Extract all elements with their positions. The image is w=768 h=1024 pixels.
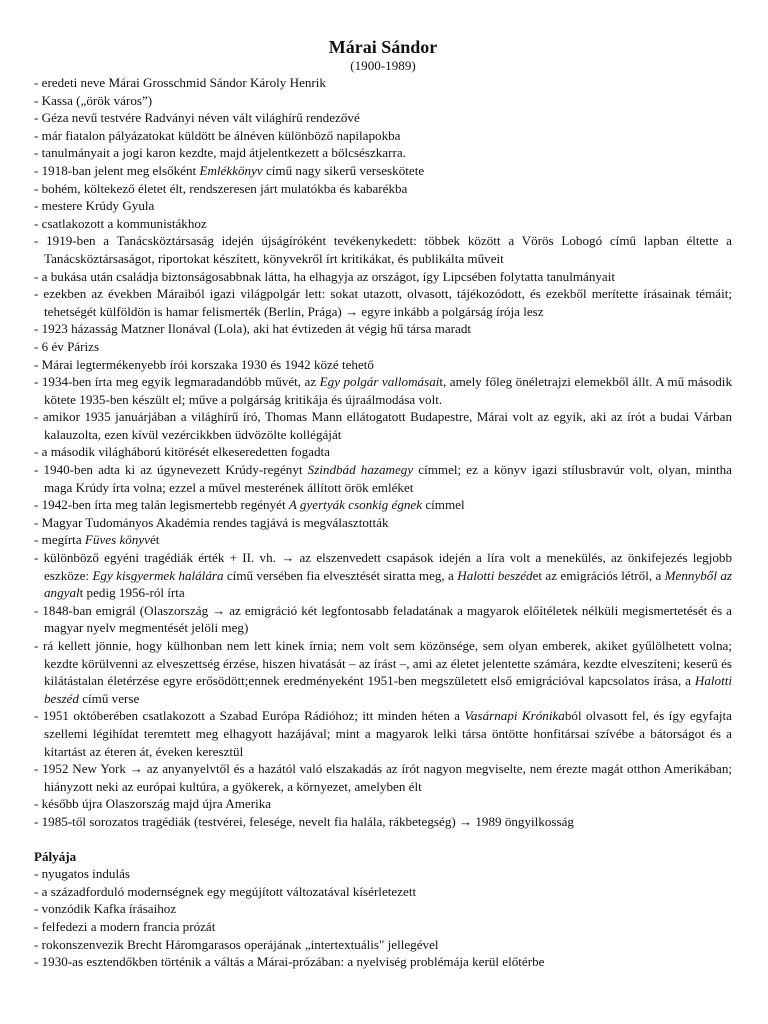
bio-text: - Magyar Tudományos Akadémia rendes tagjává is megválasztották	[34, 514, 389, 530]
section-title-career: Pályája	[34, 848, 77, 864]
bio-text: - különböző egyéni tragédiák érték + II. vh. → az elszenvedett csapások idején a líra volt a menekülés, az önkifejezés legjobb eszköze:	[34, 550, 732, 583]
section-gap	[34, 831, 732, 848]
bio-text: - a bukása után családja biztonságosabbnak látta, ha elhagyja az országot, így Lipcsében folytatta tanulmányait	[34, 268, 616, 284]
work-title: Mennyből az angyal	[44, 567, 732, 601]
bio-text: t, amely főleg önéletrajzi elemekből állt. A mű második kötete 1935-ben készült el; műve a polgárság kritikája és újraálmodása volt.	[44, 374, 732, 407]
bio-item	[34, 496, 732, 514]
bio-text: - már fiatalon pályázatokat küldött be álnéven különböző napilapokba	[34, 127, 401, 143]
bio-item	[34, 268, 732, 286]
bio-text: című nagy sikerű verseskötete	[262, 162, 425, 178]
biography-list	[34, 74, 732, 831]
bio-item	[34, 637, 732, 707]
page-title: Márai Sándor	[328, 37, 438, 57]
bio-text: - mestere Krúdy Gyula	[34, 198, 155, 214]
bio-item	[34, 109, 732, 127]
bio-text: - Kassa („örök város”)	[34, 92, 153, 108]
bio-text: címmel; ez a könyv igazi stílusbravúr volt, olyan, mintha maga Krúdy írta volna; ezzel a művel mesterének állított örök emléket	[44, 462, 732, 495]
career-item: - 1930-as esztendőkben történik a váltás a Márai-prózában: a nyelviség problémája kerül előtérbe	[34, 954, 545, 970]
bio-text: - megírta	[34, 532, 85, 548]
bio-text: - 1918-ban jelent meg elsőként	[34, 162, 200, 178]
work-title: A gyertyák csonkig égnek	[288, 497, 423, 513]
bio-text: - később újra Olaszország majd újra Amerika	[34, 796, 272, 812]
bio-item	[34, 197, 732, 215]
bio-text: - tanulmányait a jogi karon kezdte, majd átjelentkezett a bölcsészkarra.	[34, 145, 406, 161]
bio-item	[34, 707, 732, 760]
bio-text: - 1934-ben írta meg egyik legmaradandóbb művét, az	[34, 374, 320, 390]
bio-text: - Márai legtermékenyebb írói korszaka 1930 és 1942 közé tehető	[34, 356, 374, 372]
bio-item	[34, 443, 732, 461]
bio-item	[34, 180, 732, 198]
work-title: Füves könyv	[84, 532, 150, 548]
career-item: - vonzódik Kafka írásaihoz	[34, 901, 177, 917]
work-title: Egy polgár vallomásai	[319, 374, 440, 390]
work-title: Emlékkönyv	[199, 162, 263, 178]
bio-text: - csatlakozott a kommunistákhoz	[34, 215, 207, 231]
bio-item	[34, 795, 732, 813]
bio-item	[34, 461, 732, 496]
bio-text: című versében fia elvesztését siratta meg, a	[223, 567, 458, 583]
bio-text: - 1942-ben írta meg talán legismertebb regényét	[34, 497, 289, 513]
bio-item	[34, 408, 732, 443]
bio-item	[34, 514, 732, 532]
bio-item	[34, 373, 732, 408]
bio-item	[34, 531, 732, 549]
career-item: - rokonszenvezik Brecht Háromgarasos operájának „intertextuális" jellegével	[34, 936, 439, 952]
bio-item	[34, 74, 732, 92]
bio-item	[34, 338, 732, 356]
bio-item	[34, 760, 732, 795]
bio-item	[34, 215, 732, 233]
bio-text: - Géza nevű testvére Radványi néven vált világhírű rendezővé	[34, 110, 360, 126]
bio-item	[34, 127, 732, 145]
career-item: - felfedezi a modern francia prózát	[34, 918, 216, 934]
bio-item	[34, 162, 732, 180]
bio-text: - eredeti neve Márai Grosschmid Sándor Károly Henrik	[34, 75, 326, 90]
bio-item	[34, 813, 732, 831]
career-item: - nyugatos indulás	[34, 866, 131, 882]
bio-text: - 1923 házasság Matzner Ilonával (Lola), aki hat évtizeden át végig hű társa maradt	[34, 321, 472, 337]
bio-text: - bohém, költekező életet élt, rendszeresen járt mulatókba és kabarékba	[34, 180, 408, 196]
bio-item	[34, 92, 732, 110]
career-item: - a századforduló modernségnek egy megújított változatával kísérletezett	[34, 883, 417, 899]
work-title: Egy kisgyermek halálára	[92, 567, 224, 583]
bio-text: - 1951 októberében csatlakozott a Szabad Európa Rádióhoz; itt minden héten a	[34, 708, 465, 724]
bio-text: - ezekben az években Máraiból igazi világpolgár lett: sokat utazott, olvasott, tájékozódott, és ezekből merítette írásainak témáit; tehetségét külföldön is hamar felismerték (Berlin, Prága) → egyre inkább a polgárság írója lesz	[34, 286, 732, 319]
bio-item	[34, 232, 732, 267]
bio-text: című verse	[78, 690, 140, 706]
bio-text: et az emigrációs létről, a	[532, 567, 665, 583]
work-title: Halotti beszéd	[44, 673, 732, 706]
bio-text: címmel	[422, 497, 465, 513]
bio-item	[34, 356, 732, 374]
bio-item	[34, 320, 732, 338]
bio-text: ból olvasott fel, és így egyfajta szellemi légihídat teremtett meg elhagyott hazájával; mint a magyarok lelki társa öntötte honfitársai szívébe a bátorságot és a kitartást az éteren át, éveken keresztül	[44, 708, 732, 759]
bio-text: - amikor 1935 januárjában a világhírű író, Thomas Mann ellátogatott Budapestre, Márai volt az egyik, aki az írót a budai Várban kalauzolta, ezen kívül vezércikkben üdvözölte kollégáját	[34, 409, 732, 442]
bio-text: - rá kellett jönnie, hogy külhonban nem lett kinek írnia; nem volt sem közönsége, sem olyan emberek, akiket gyűlölhetett volna; kezdte körülvenni az elveszettség érzése, hiszen hivatását – az írást –, ami az életet jelentette számára, kezdte elveszíteni; keserű és kilátástalan életérzése egyre erősödött;ennek eredményeként 1951-ben megszületett első emigrációval kapcsolatos írása, a	[34, 638, 732, 689]
life-years: (1900-1989)	[350, 58, 416, 73]
bio-text: t pedig 1956-ról írta	[79, 585, 185, 601]
bio-text: - 6 év Párizs	[34, 338, 100, 354]
work-title: Szindbád hazamegy	[307, 462, 414, 478]
bio-text: ét	[149, 532, 160, 548]
bio-text: - 1985-től sorozatos tragédiák (testvérei, felesége, nevelt fia halála, rákbetegség) → 1989 öngyilkosság	[34, 813, 574, 829]
bio-text: - 1940-ben adta ki az úgynevezett Krúdy-regényt	[34, 462, 308, 478]
career-list	[34, 865, 732, 971]
work-title: Halotti beszéd	[457, 567, 533, 583]
bio-text: - 1919-ben a Tanácsköztársaság idején újságíróként tevékenykedett: többek között a Vörös Lobogó című lapban éltette a Tanácsköztársaságot, riportokat készített, könyvekről írt kritikákat, és publikálta műveit	[34, 233, 732, 266]
bio-text: - 1952 New York → az anyanyelvtől és a hazától való elszakadás az írót nagyon megviselte, nem érezte magát otthon Amerikában; hiányzott neki az európai kultúra, a gyökerek, a környezet, amelyben élt	[34, 761, 732, 794]
bio-text: - 1848-ban emigrál (Olaszország → az emigráció két legfontosabb feladatának a magyarok előítéletek nélküli megismertetését és a magyar nyelv megmentését jelöli meg)	[34, 602, 732, 636]
bio-text: - a második világháború kitörését elkeseredetten fogadta	[34, 444, 330, 460]
bio-item	[34, 549, 732, 602]
work-title: Vasárnapi Krónika	[464, 708, 565, 724]
bio-item	[34, 285, 732, 320]
bio-item	[34, 144, 732, 162]
bio-item	[34, 602, 732, 637]
